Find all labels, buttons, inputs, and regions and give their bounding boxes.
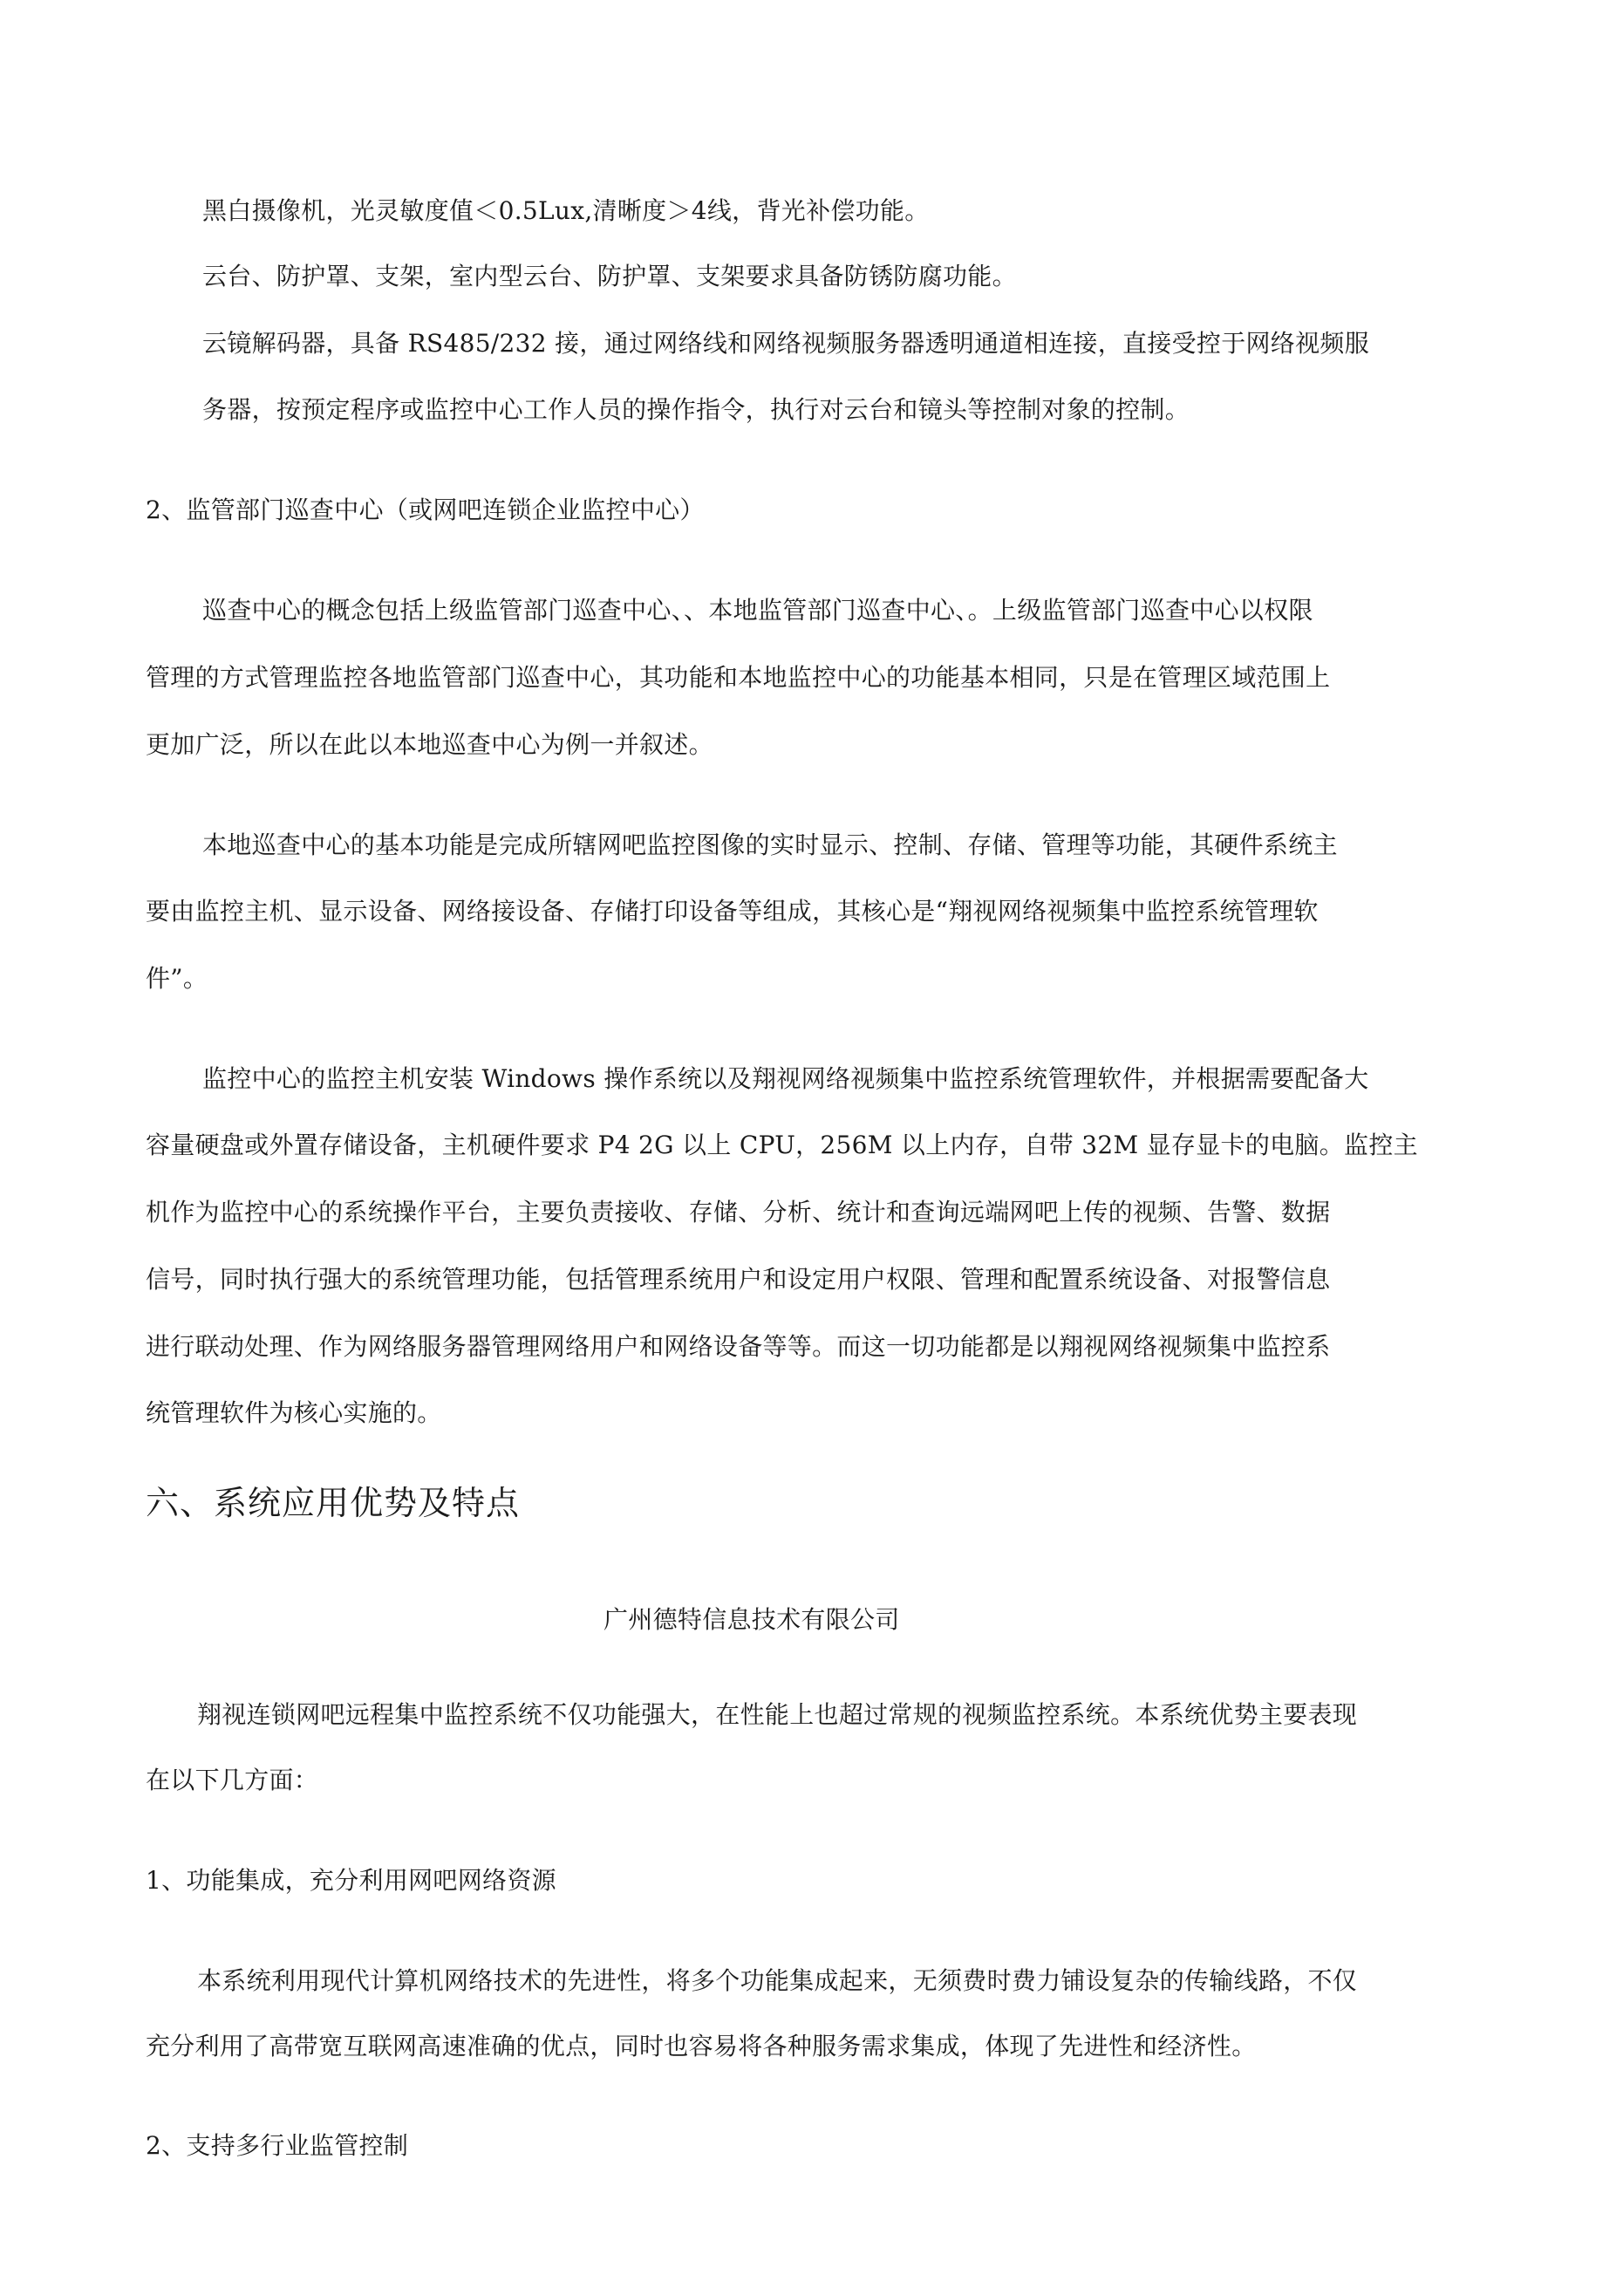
paragraph-line: 巡查中心的概念包括上级监管部门巡查中心、、本地监管部门巡查中心、。上级监管部门巡查中心以权限 (202, 596, 1313, 625)
paragraph-line: 进行联动处理、作为网络服务器管理网络用户和网络设备等等。而这一切功能都是以翔视网络视频集中监控系 (146, 1332, 1331, 1361)
paragraph-line: 管理的方式管理监控各地监管部门巡查中心，其功能和本地监控中心的功能基本相同，只是在管理区域范围上 (146, 663, 1331, 692)
pan-tilt-spec-line: 云台、防护罩、支架，室内型云台、防护罩、支架要求具备防锈防腐功能。 (202, 262, 1017, 290)
paragraph-line: 统管理软件为核心实施的。 (146, 1398, 442, 1427)
section-title: 2、监管部门巡查中心（或网吧连锁企业监控中心） (146, 495, 705, 524)
paragraph-line: 信号，同时执行强大的系统管理功能，包括管理系统用户和设定用户权限、管理和配置系统设备、对报警信息 (146, 1265, 1331, 1294)
decoder-spec-line: 云镜解码器，具备 RS485/232 接，通过网络线和网络视频服务器透明通道相连接，直接受控于网络视频服 (202, 329, 1369, 358)
subsection-title: 1、功能集成，充分利用网吧网络资源 (146, 1866, 556, 1895)
paragraph-line: 要由监控主机、显示设备、网络接设备、存储打印设备等组成，其核心是“翔视网络视频集中监控系统管理软 (146, 897, 1319, 926)
company-name: 广州德特信息技术有限公司 (604, 1605, 900, 1634)
paragraph-line: 翔视连锁网吧远程集中监控系统不仅功能强大，在性能上也超过常规的视频监控系统。本系统优势主要表现 (197, 1700, 1358, 1729)
paragraph-line: 监控中心的监控主机安装 Windows 操作系统以及翔视网络视频集中监控系统管理软件，并根据需要配备大 (202, 1064, 1369, 1093)
section-heading: 六、系统应用优势及特点 (146, 1484, 521, 1522)
paragraph-line: 容量硬盘或外置存储设备，主机硬件要求 P4 2G 以上 CPU，256M 以上内存，自带 32M 显存显卡的电脑。监控主 (146, 1131, 1418, 1159)
paragraph-line: 本系统利用现代计算机网络技术的先进性，将多个功能集成起来，无须费时费力铺设复杂的传输线路，不仅 (197, 1966, 1358, 1995)
paragraph-line: 更加广泛，所以在此以本地巡查中心为例一并叙述。 (146, 730, 713, 759)
subsection-title: 2、支持多行业监管控制 (146, 2131, 409, 2160)
decoder-spec-line: 务器，按预定程序或监控中心工作人员的操作指令，执行对云台和镜头等控制对象的控制。 (202, 395, 1190, 424)
paragraph-line: 充分利用了高带宽互联网高速准确的优点，同时也容易将各种服务需求集成，体现了先进性和经济性。 (146, 2032, 1257, 2060)
paragraph-line: 在以下几方面： (146, 1766, 319, 1794)
paragraph-line: 机作为监控中心的系统操作平台，主要负责接收、存储、分析、统计和查询远端网吧上传的视频、告警、数据 (146, 1198, 1331, 1227)
paragraph-line: 件”。 (146, 964, 208, 993)
camera-spec-line: 黑白摄像机，光灵敏度值＜0.5Lux,清晰度＞4线，背光补偿功能。 (202, 196, 930, 225)
paragraph-line: 本地巡查中心的基本功能是完成所辖网吧监控图像的实时显示、控制、存储、管理等功能，其硬件系统主 (202, 830, 1338, 859)
